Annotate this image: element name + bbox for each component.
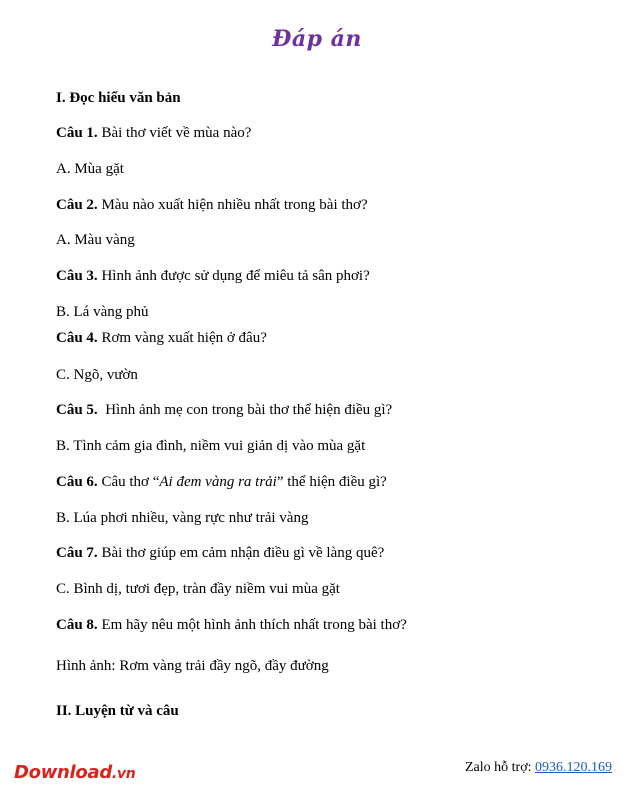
question-text: Hình ảnh mẹ con trong bài thơ thể hiện điều gì? — [97, 402, 393, 418]
answer-1: A. Mùa gặt — [56, 161, 124, 177]
answer-3: B. Lá vàng phủ — [56, 304, 149, 320]
question-number: Câu 4. — [56, 330, 98, 346]
question-number: Câu 1. — [56, 125, 98, 141]
answer-5: B. Tình cảm gia đình, niềm vui giản dị vào mùa gặt — [56, 438, 366, 454]
section-heading-vocabulary: II. Luyện từ và câu — [56, 703, 179, 719]
question-text-after: ” thể hiện điều gì? — [276, 474, 387, 490]
question-text-before: Câu thơ “ — [97, 474, 160, 490]
question-3 — [56, 268, 370, 285]
question-text: Em hãy nêu một hình ảnh thích nhất trong bài thơ? — [97, 617, 407, 633]
question-text: Hình ảnh được sử dụng để miêu tả sân phơi? — [97, 268, 370, 284]
answer-7: C. Bình dị, tươi đẹp, tràn đầy niềm vui mùa gặt — [56, 581, 340, 597]
page-title: Đáp án — [272, 26, 362, 52]
question-text: Màu nào xuất hiện nhiều nhất trong bài thơ? — [97, 197, 368, 213]
support-phone-link[interactable]: 0936.120.169 — [535, 760, 612, 775]
question-text: Bài thơ viết về mùa nào? — [97, 125, 252, 141]
question-number: Câu 2. — [56, 197, 98, 213]
support-info — [465, 760, 612, 776]
question-number: Câu 7. — [56, 545, 98, 561]
answer-6: B. Lúa phơi nhiều, vàng rực như trải vàng — [56, 510, 309, 526]
question-text: Rơm vàng xuất hiện ở đâu? — [97, 330, 267, 346]
logo-text: Download — [14, 762, 112, 783]
question-number: Câu 3. — [56, 268, 98, 284]
section-heading-reading: I. Đọc hiểu văn bản — [56, 90, 181, 106]
question-2 — [56, 197, 368, 214]
support-label: Zalo hỗ trợ: — [465, 760, 535, 775]
question-4 — [56, 330, 267, 347]
answer-4: C. Ngõ, vườn — [56, 367, 138, 383]
download-logo[interactable] — [14, 762, 135, 783]
quoted-verse: Ai đem vàng ra trải — [159, 474, 277, 490]
question-7 — [56, 545, 384, 562]
question-1 — [56, 125, 251, 142]
question-text: Bài thơ giúp em cảm nhận điều gì về làng quê? — [97, 545, 385, 561]
question-5 — [56, 402, 392, 419]
question-number: Câu 8. — [56, 617, 98, 633]
answer-8: Hình ảnh: Rơm vàng trải đầy ngõ, đầy đường — [56, 658, 329, 674]
logo-suffix: .vn — [111, 766, 136, 782]
question-number: Câu 6. — [56, 474, 98, 490]
question-8 — [56, 617, 407, 634]
question-6 — [56, 474, 387, 491]
question-number: Câu 5. — [56, 402, 98, 418]
answer-2: A. Màu vàng — [56, 232, 135, 248]
